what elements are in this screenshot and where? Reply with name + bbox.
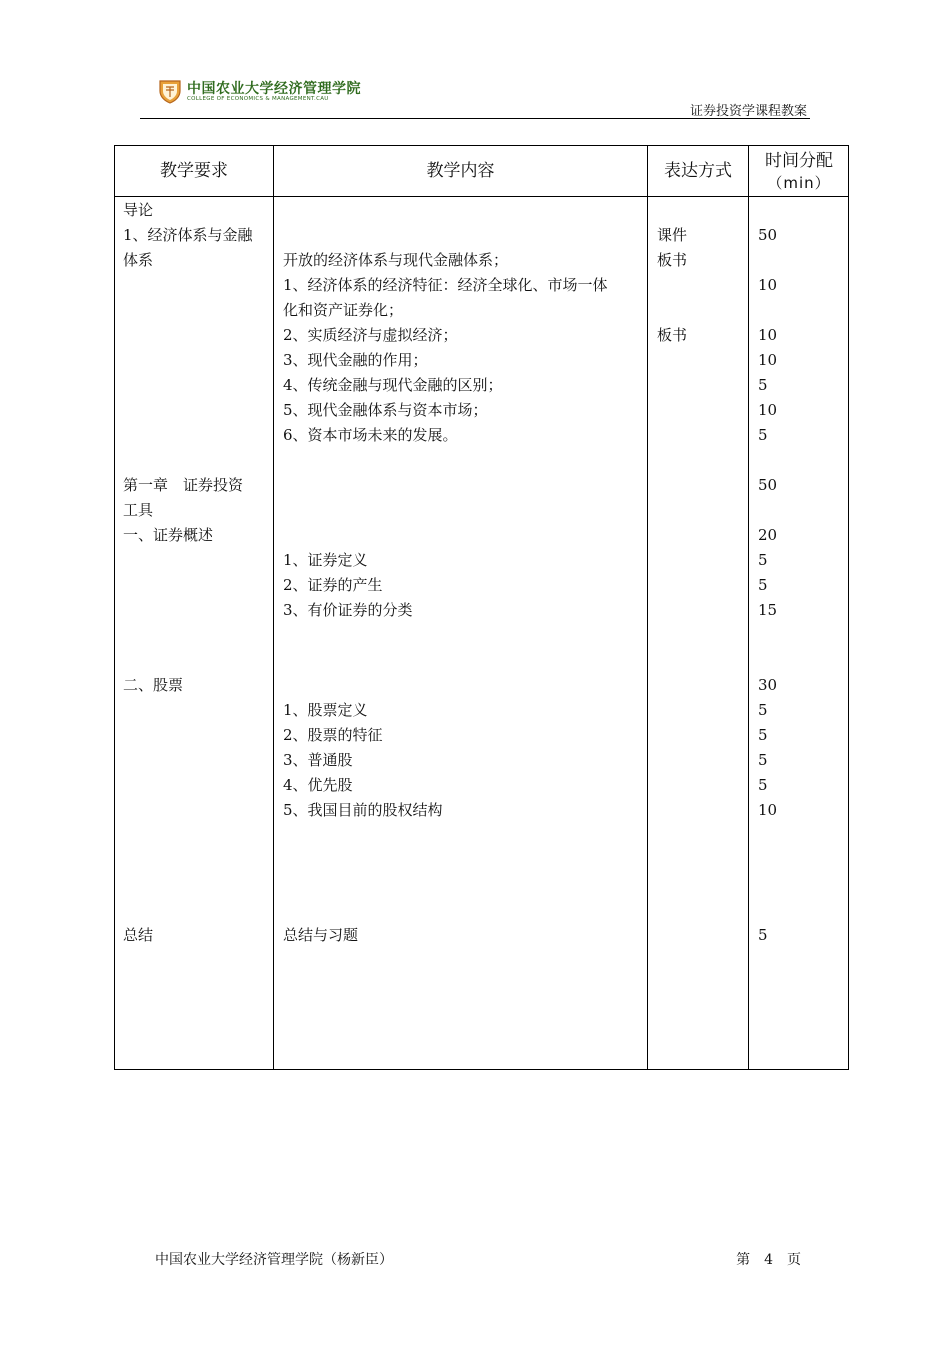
column-divider [748,146,749,1069]
content-cell: 1、经济体系的经济特征：经济全球化、市场一体 [283,276,608,294]
requirement-cell: 总结 [123,926,154,944]
time-cell: 5 [758,726,768,744]
document-title: 证券投资学课程教案 [689,104,807,119]
lesson-plan-table [114,145,849,1070]
time-cell: 5 [758,551,768,569]
method-cell: 课件 [657,226,688,244]
content-cell: 2、证券的产生 [283,576,383,594]
requirement-cell: 工具 [123,501,154,519]
time-cell: 50 [758,476,778,494]
header-content-label: 教学内容 [426,161,495,181]
time-cell: 15 [758,601,778,619]
header-divider [140,118,810,119]
time-cell: 10 [758,326,778,344]
requirement-cell: 导论 [123,201,154,219]
content-cell: 3、普通股 [283,751,353,769]
header-method [648,146,748,196]
content-cell: 2、实质经济与虚拟经济； [283,326,458,344]
logo-english-name: COLLEGE OF ECONOMICS & MANAGEMENT.CAU [187,96,329,102]
page-number [729,1249,808,1269]
header-time-label: 时间分配 [765,151,833,171]
content-cell: 3、现代金融的作用； [283,351,428,369]
time-cell: 5 [758,426,768,444]
requirement-cell: 一、证券概述 [123,526,214,544]
time-cell: 30 [758,676,778,694]
time-cell: 10 [758,401,778,419]
time-cell: 5 [758,776,768,794]
header-row-divider [115,196,848,197]
header-time [749,146,849,196]
content-cell: 4、传统金融与现代金融的区别； [283,376,503,394]
content-cell: 5、我国目前的股权结构 [283,801,443,819]
content-cell: 1、股票定义 [283,701,368,719]
time-cell: 10 [758,351,778,369]
time-cell: 5 [758,926,768,944]
college-seal-icon [157,78,183,104]
content-cell: 3、有价证券的分类 [283,601,413,619]
time-cell: 5 [758,376,768,394]
requirement-cell: 体系 [123,251,154,269]
time-cell: 5 [758,701,768,719]
content-cell: 6、资本市场未来的发展。 [283,426,458,444]
content-cell: 1、证券定义 [283,551,368,569]
logo-chinese-name: 中国农业大学经济管理学院 [187,81,361,97]
header-content [274,146,647,196]
requirement-cell: 第一章 证券投资 [123,476,244,494]
content-cell: 5、现代金融体系与资本市场； [283,401,488,419]
college-logo [157,78,361,108]
content-cell: 4、优先股 [283,776,353,794]
page-suffix: 页 [787,1252,801,1268]
content-cell: 开放的经济体系与现代金融体系； [283,251,509,269]
time-cell: 50 [758,226,778,244]
header-time-unit: （min） [767,174,831,192]
header-requirement-label: 教学要求 [160,161,228,181]
method-cell: 板书 [657,251,688,269]
page-number-value: 4 [764,1252,773,1268]
header-method-label: 表达方式 [664,161,732,181]
time-cell: 10 [758,801,778,819]
content-cell: 总结与习题 [283,926,359,944]
time-cell: 20 [758,526,778,544]
requirement-cell: 二、股票 [123,676,184,694]
method-cell: 板书 [657,326,688,344]
time-cell: 5 [758,751,768,769]
requirement-cell: 1、经济体系与金融 [123,226,253,244]
column-divider [647,146,648,1069]
content-cell: 2、股票的特征 [283,726,383,744]
column-divider [273,146,274,1069]
time-cell: 5 [758,576,768,594]
header-requirement [115,146,273,196]
page-prefix: 第 [736,1252,751,1268]
time-cell: 10 [758,276,778,294]
content-cell: 化和资产证券化； [283,301,404,319]
footer-author: 中国农业大学经济管理学院（杨新臣） [155,1252,393,1268]
